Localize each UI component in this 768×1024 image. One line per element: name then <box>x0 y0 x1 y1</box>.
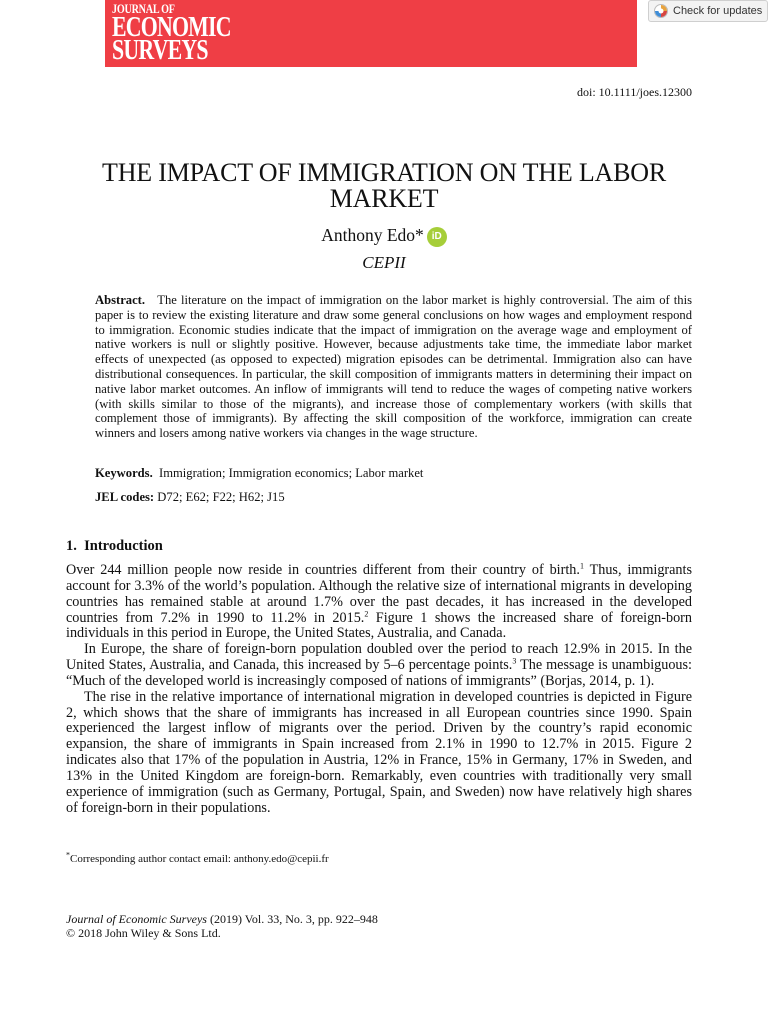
check-for-updates-button[interactable] <box>648 0 768 22</box>
paper-title <box>40 160 728 212</box>
jel-codes <box>95 490 285 505</box>
author-line <box>0 225 768 247</box>
keywords-label: Keywords. <box>95 466 153 480</box>
abstract-label: Abstract. <box>95 293 146 307</box>
corresponding-author-footnote <box>66 850 329 865</box>
doi: doi: 10.1111/joes.12300 <box>577 85 692 99</box>
footnote-text: Corresponding author contact email: anthony.edo@cepii.fr <box>70 853 329 865</box>
abstract-text: The literature on the impact of immigration on the labor market is highly controversial. The aim of this paper is to review the existing literature and draw some general conclusions on how wages and employment respond to immigration. Economic studies indicate that the impact of immigration on the average wage and employment of native workers is null or slightly positive. However, because adjustments take time, the immediate labor market effects of unexpected (as opposed to expected) migration episodes can be detrimental. Immigration also can have distributional consequences. In particular, the skill composition of immigrants matters in determining their impact on native labor market outcomes. An inflow of immigrants will tend to reduce the wages of competing native workers (with skills similar to those of the migrants), and increase those of complementary workers (with skills that complement those of immigrants). By affecting the skill composition of the workforce, immigration can create winners and losers among native workers via changes in the wage structure. <box>95 293 692 441</box>
footer-citation: (2019) Vol. 33, No. 3, pp. 922–948 <box>206 912 378 926</box>
footer-journal: Journal of Economic Surveys <box>66 912 207 926</box>
paragraph-1-text-c: Figure 1 shows the increased share of foreign-born individuals in this period in Europe, the United States, Australia, and Canada. <box>66 609 692 642</box>
paragraph-1 <box>66 563 692 642</box>
logo-line-2: ECONOMIC <box>112 12 231 43</box>
section-title: Introduction <box>84 538 163 554</box>
keywords <box>95 466 423 481</box>
page-footer <box>66 912 378 940</box>
footnote-ref-3[interactable]: 3 <box>512 656 517 666</box>
section-number: 1. <box>66 538 77 554</box>
title-line-1: THE IMPACT OF IMMIGRATION ON THE LABOR <box>102 158 666 187</box>
affiliation: CEPII <box>362 253 406 272</box>
crossmark-icon <box>654 4 668 18</box>
paragraph-2-text-a: In Europe, the share of foreign-born population doubled over the period to reach 12.9% in 2015. In the United States, Australia, and Canada, this increased by 5–6 percentage points. <box>66 641 692 674</box>
orcid-icon[interactable]: iD <box>427 227 447 247</box>
logo-line-1: JOURNAL OF <box>112 1 175 16</box>
citation-line <box>66 912 378 926</box>
author-name[interactable]: Anthony Edo* <box>321 225 424 245</box>
logo-line-3: SURVEYS <box>112 35 208 66</box>
footnote-ref-1[interactable]: 1 <box>579 561 584 571</box>
jel-text: D72; E62; F22; H62; J15 <box>157 490 285 504</box>
section-heading <box>66 538 163 555</box>
keywords-text: Immigration; Immigration economics; Labor market <box>159 466 424 480</box>
title-line-2: MARKET <box>329 184 439 213</box>
paragraph-2-text-b: The message is unambiguous: “Much of the developed world is increasingly composed of nations of immigrants” (Borjas, 2014, p. 1). <box>66 657 692 689</box>
footnote-ref-2[interactable]: 2 <box>364 608 369 618</box>
paragraph-1-text-b: Thus, immigrants account for 3.3% of the world’s population. Although the relative size of international migrants in developing countries has remained stable at around 1.7% over the past decades, it has increased in the developed countries from 7.2% in 1990 to 11.2% in 2015. <box>66 562 692 626</box>
footnote-mark: * <box>66 850 70 860</box>
journal-banner <box>105 0 637 67</box>
paragraph-2 <box>66 642 692 690</box>
abstract <box>95 293 692 441</box>
check-for-updates-label: Check for updates <box>673 5 763 17</box>
paragraph-1-text-a: Over 244 million people now reside in countries different from their country of birth. <box>66 562 580 578</box>
introduction-body <box>66 563 692 817</box>
copyright-line: © 2018 John Wiley & Sons Ltd. <box>66 926 221 940</box>
journal-logo <box>112 2 231 65</box>
jel-label: JEL codes: <box>95 490 155 504</box>
paragraph-3: The rise in the relative importance of international migration in developed countries is depicted in Figure 2, which shows that the share of immigrants has increased in all European countries since 1990. Spain experienced the largest inflow of migrants over the period. Driven by the country’s rapid economic expansion, the share of immigrants in Spain increased from 2.1% in 1990 to 12.7% in 2015. Figure 2 indicates also that 17% of the population in Austria, 12% in France, 15% in Germany, 17% in Sweden, and 13% in the United Kingdom are foreign-born. Remarkably, even countries with traditionally very small experience of immigration (such as Germany, Portugal, Spain, and Sweden) now have relatively high shares of foreign-born in their populations. <box>66 688 692 816</box>
